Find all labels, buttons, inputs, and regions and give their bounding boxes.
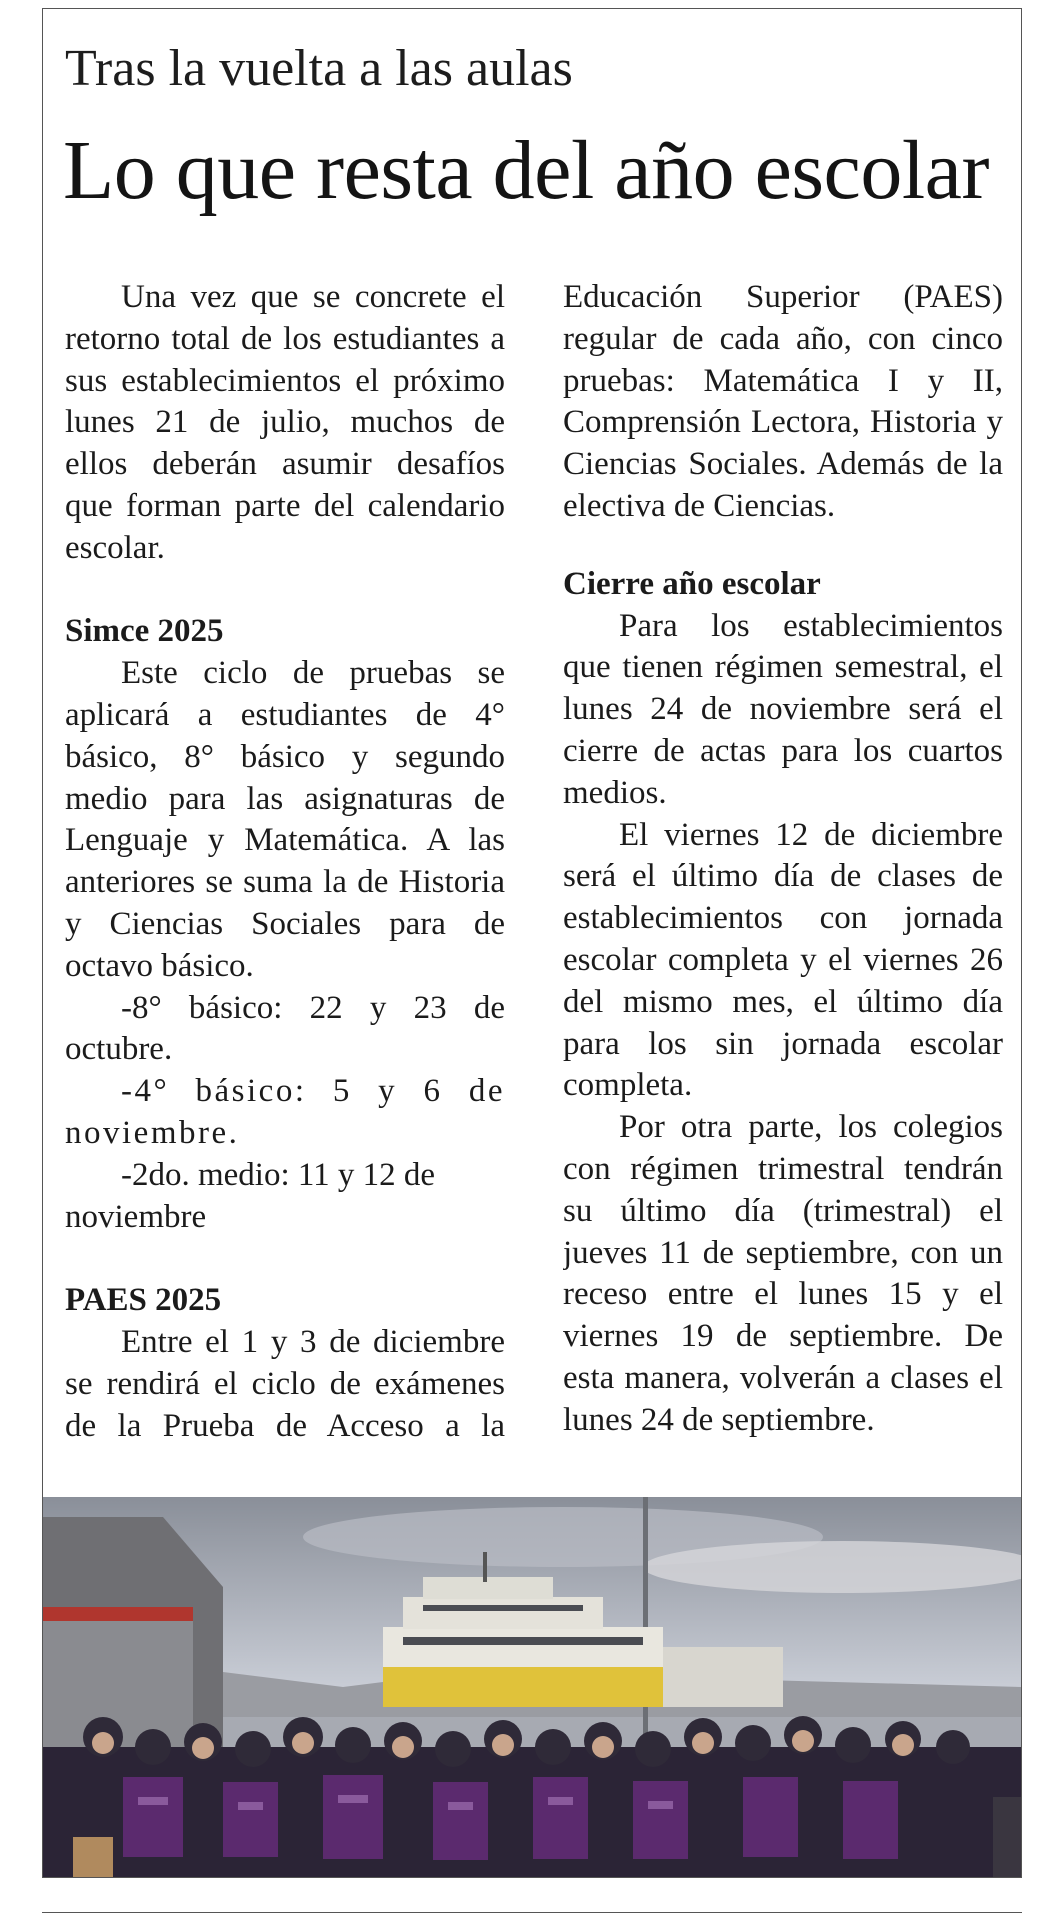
column-right-flow [563, 277, 1003, 1442]
paes-paragraph-continued: Educación Superior (PAES) regular de cada año, con cinco pruebas: Matemática I y II, Comprensión Lectora, Historia y Ciencias Sociales. Además de la electiva de Ciencias. [563, 279, 1003, 524]
simce-date-4basico: -4° básico: 5 y 6 de noviembre. [65, 1073, 505, 1151]
simce-date-2medio: -2do. medio: 11 y 12 de noviembre [65, 1156, 436, 1235]
cierre-paragraph-3: Por otra parte, los colegios con régimen trimestral tendrán su último día (trimestral) el jueves 11 de septiembre, con un receso entre el lunes 15 y el viernes 19 de septiembre. De esta manera, volverán a clases el lunes 24 de septiembre. [563, 1109, 1003, 1438]
simce-date-8basico: -8° básico: 22 y 23 de octubre. [65, 989, 505, 1068]
paes-heading: PAES 2025 [65, 1282, 222, 1319]
bottom-rule [42, 1912, 1022, 1913]
article-headline: Lo que resta del año escolar [63, 124, 989, 217]
simce-heading: Simce 2025 [65, 613, 224, 650]
article-column-right [563, 277, 1003, 1477]
article-column-left [65, 277, 505, 1447]
article-kicker: Tras la vuelta a las aulas [65, 40, 573, 97]
paes-paragraph: Entre el 1 y 3 de diciembre se rendirá el ciclo de exámenes de la Prueba de Acceso a la [65, 1323, 505, 1444]
cierre-heading: Cierre año escolar [563, 565, 821, 602]
intro-paragraph: Una vez que se concrete el retorno total de los estudiantes a sus establecimientos el próximo lunes 21 de julio, muchos de ellos deberán asumir desafíos que forman parte del calendario escolar. [65, 279, 505, 566]
photo-illustration [43, 1497, 1022, 1878]
simce-paragraph: Este ciclo de pruebas se aplicará a estudiantes de 4° básico, 8° básico y segundo medio para las asignaturas de Lenguaje y Matemática. A las anteriores se suma la de Historia y Ciencias Sociales para de octavo básico. [65, 655, 505, 984]
students-group-photo [43, 1497, 1022, 1878]
cierre-paragraph-2: El viernes 12 de diciembre será el último día de clases de establecimientos con jornada escolar completa y el viernes 26 del mismo mes, el último día para los sin jornada escolar completa. [563, 816, 1003, 1104]
article-frame [42, 8, 1022, 1878]
cierre-paragraph-1: Para los establecimientos que tienen régimen semestral, el lunes 24 de noviembre será el cierre de actas para los cuartos medios. [563, 607, 1003, 811]
